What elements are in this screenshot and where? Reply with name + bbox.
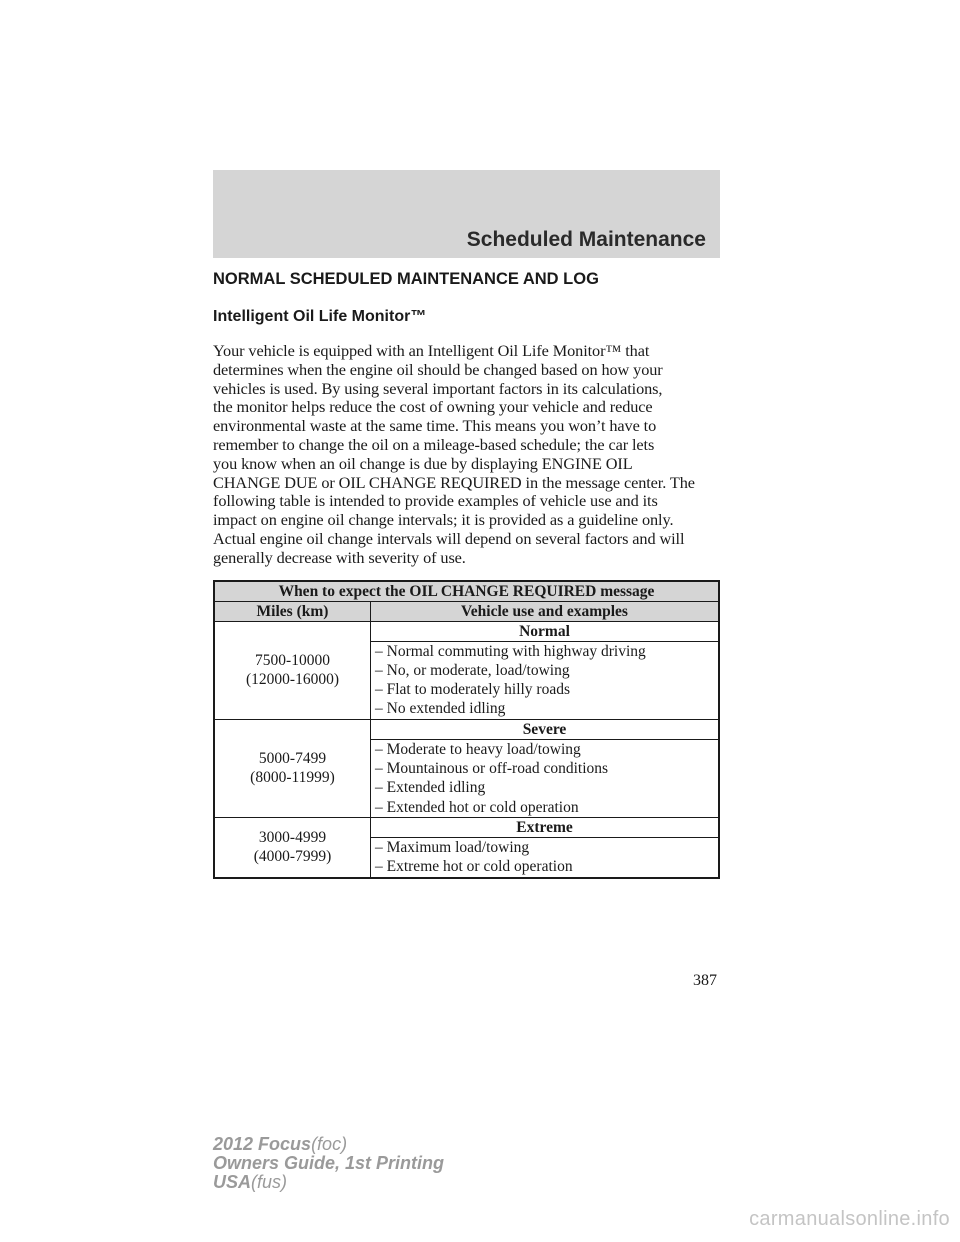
watermark: carmanualsonline.info (749, 1208, 950, 1230)
body-paragraph (213, 342, 720, 568)
body-line: the monitor helps reduce the cost of owning your vehicle and reduce (213, 397, 653, 417)
interval-cell (214, 621, 371, 719)
body-line: determines when the engine oil should be changed based on how your (213, 359, 663, 379)
table-row (214, 621, 719, 641)
interval-km: (8000-11999) (250, 769, 335, 787)
table-row (214, 719, 719, 739)
page-number: 387 (693, 972, 717, 989)
interval-cell (214, 719, 371, 817)
body-line: Actual engine oil change intervals will depend on several factors and will (213, 528, 685, 548)
header-title: Scheduled Maintenance (466, 228, 706, 251)
body-line: vehicles is used. By using several important factors in its calculations, (213, 378, 663, 398)
use-examples (371, 641, 720, 719)
column-header-use: Vehicle use and examples (371, 601, 720, 621)
use-example: – No, or moderate, load/towing (375, 661, 570, 679)
use-example: – Mountainous or off-road conditions (375, 760, 609, 778)
use-example: – Extreme hot or cold operation (375, 858, 573, 876)
body-line: following table is intended to provide examples of vehicle use and its (213, 491, 658, 511)
body-line: CHANGE DUE or OIL CHANGE REQUIRED in the message center. The (213, 472, 695, 492)
print-footer (213, 1135, 444, 1192)
body-line: remember to change the oil on a mileage-based schedule; the car lets (213, 434, 655, 454)
category-label: Normal (371, 621, 720, 641)
category-label: Extreme (371, 817, 720, 837)
use-example: – Extended hot or cold operation (375, 798, 579, 816)
interval-miles: 7500-10000 (255, 651, 330, 669)
content (213, 268, 720, 879)
footer-market: USA (213, 1172, 252, 1192)
category-label: Severe (371, 719, 720, 739)
footer-model-code: (foc) (311, 1134, 348, 1154)
table-caption: When to expect the OIL CHANGE REQUIRED message (214, 581, 719, 602)
column-header-miles: Miles (km) (214, 601, 371, 621)
header-band (213, 170, 720, 258)
table-row (214, 817, 719, 837)
interval-km: (12000-16000) (246, 671, 339, 689)
interval-miles: 3000-4999 (258, 828, 327, 846)
footer-model: 2012 Focus (213, 1134, 312, 1154)
interval-km: (4000-7999) (253, 848, 332, 866)
footer-market-code: (fus) (251, 1172, 288, 1192)
footer-edition: Owners Guide, 1st Printing (213, 1153, 445, 1173)
table-header-row (214, 601, 719, 621)
body-line: Your vehicle is equipped with an Intelligent Oil Life Monitor™ that (213, 341, 650, 360)
oil-change-table (213, 580, 720, 879)
use-examples (371, 837, 720, 877)
table-caption-row (214, 581, 719, 602)
interval-miles: 5000-7499 (258, 749, 327, 767)
use-example: – Normal commuting with highway driving (375, 642, 646, 660)
interval-cell (214, 817, 371, 877)
body-line: you know when an oil change is due by displaying ENGINE OIL (213, 453, 633, 473)
use-example: – Extended idling (375, 779, 486, 797)
use-examples (371, 739, 720, 817)
section-title: NORMAL SCHEDULED MAINTENANCE AND LOG (213, 270, 599, 288)
body-line: generally decrease with severity of use. (213, 547, 466, 567)
body-line: impact on engine oil change intervals; it is provided as a guideline only. (213, 510, 674, 530)
section-subtitle: Intelligent Oil Life Monitor™ (213, 308, 427, 325)
use-example: – No extended idling (375, 700, 506, 718)
use-example: – Maximum load/towing (375, 838, 530, 856)
use-example: – Flat to moderately hilly roads (375, 681, 571, 699)
use-example: – Moderate to heavy load/towing (375, 740, 581, 758)
body-line: environmental waste at the same time. This means you won’t have to (213, 416, 657, 436)
